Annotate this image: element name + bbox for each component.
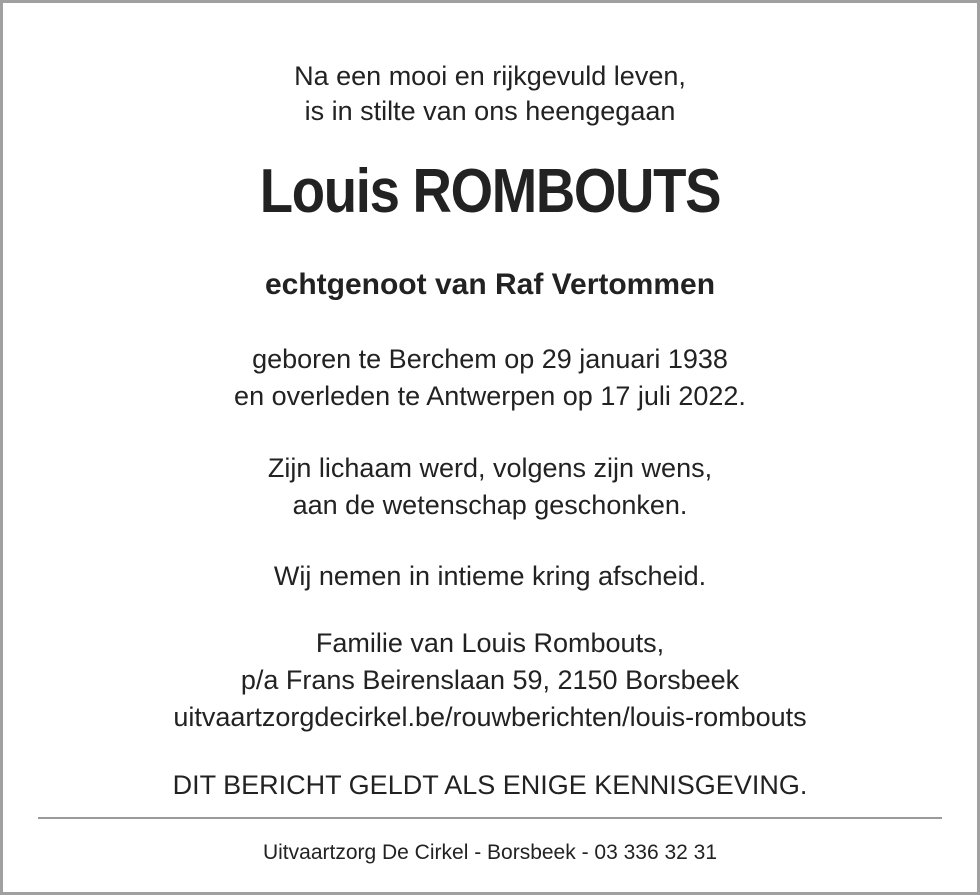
science-line-2: aan de wetenschap geschonken. bbox=[292, 490, 688, 520]
funeral-home-footer: Uitvaartzorg De Cirkel - Borsbeek - 03 336 32 31 bbox=[262, 841, 718, 864]
footer-divider bbox=[38, 817, 942, 819]
intro-line-2: is in stilte van ons heengegaan bbox=[304, 96, 676, 126]
birth-line: geboren te Berchem op 29 januari 1938 bbox=[252, 344, 728, 374]
intro-line-1: Na een mooi en rijkgevuld leven, bbox=[294, 61, 686, 91]
address-line: p/a Frans Beirenslaan 59, 2150 Borsbeek bbox=[240, 665, 740, 695]
death-line: en overleden te Antwerpen op 17 juli 2022. bbox=[234, 381, 746, 411]
farewell-line: Wij nemen in intieme kring afscheid. bbox=[273, 561, 707, 591]
family-line: Familie van Louis Rombouts, bbox=[315, 628, 665, 658]
announcement-line: DIT BERICHT GELDT ALS ENIGE KENNISGEVING. bbox=[172, 770, 808, 800]
spouse-line: echtgenoot van Raf Vertommen bbox=[264, 268, 716, 301]
deceased-name: Louis ROMBOUTS bbox=[259, 157, 721, 226]
website-line: uitvaartzorgdecirkel.be/rouwberichten/louis-rombouts bbox=[173, 702, 807, 732]
science-line-1: Zijn lichaam werd, volgens zijn wens, bbox=[267, 453, 713, 483]
